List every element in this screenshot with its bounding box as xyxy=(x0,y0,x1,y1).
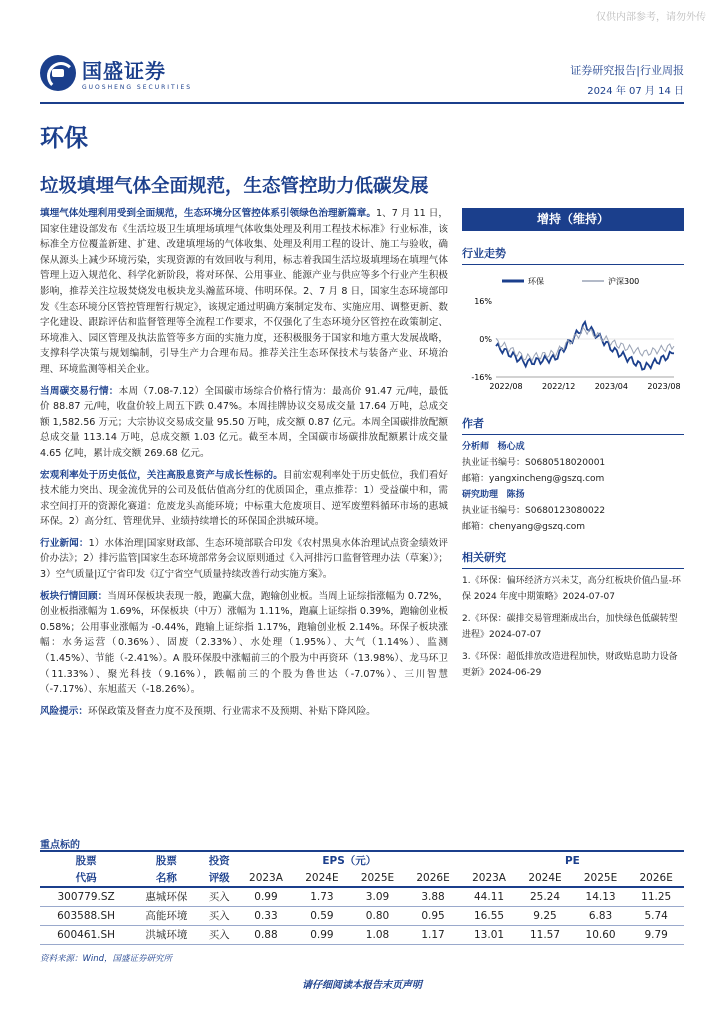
table-cell: 16.55 xyxy=(461,906,517,925)
author-title: 作者 xyxy=(462,415,684,435)
paragraph xyxy=(40,589,448,698)
table-cell: 0.88 xyxy=(238,925,294,944)
author-email[interactable]: 邮箱：yangxincheng@gszq.com xyxy=(462,474,605,484)
table-cell: 0.99 xyxy=(238,887,294,906)
watermark: 仅供内部参考，请勿外传 xyxy=(596,12,706,23)
x-tick-label: 2023/04 xyxy=(594,382,628,391)
table-cell: 5.74 xyxy=(628,906,684,925)
table-cell: 6.83 xyxy=(573,906,629,925)
col-head: 名称 xyxy=(132,869,200,887)
series-line-env xyxy=(496,322,674,370)
paragraph-lead: 风险提示： xyxy=(40,705,88,717)
author-name: 陈扬 xyxy=(506,490,525,500)
table-cell: 10.60 xyxy=(573,925,629,944)
table-cell: 11.57 xyxy=(517,925,573,944)
x-tick-label: 2022/08 xyxy=(489,382,523,391)
table-cell: 1.17 xyxy=(405,925,461,944)
table-row xyxy=(40,925,684,944)
col-head: 投资 xyxy=(201,851,238,869)
table-cell: 14.13 xyxy=(573,887,629,906)
trend-chart-svg xyxy=(462,271,684,401)
table-cell: 买入 xyxy=(201,887,238,906)
col-year: 2025E xyxy=(350,869,406,887)
col-head: 股票 xyxy=(132,851,200,869)
paragraph xyxy=(40,206,448,378)
table-row xyxy=(40,887,684,906)
table-cell: 0.99 xyxy=(294,925,350,944)
trend-title: 行业走势 xyxy=(462,245,684,265)
trend-chart xyxy=(462,271,684,401)
report-date: 2024 年 07 月 14 日 xyxy=(587,86,684,97)
legend-label: 沪深300 xyxy=(608,277,640,286)
table-title: 重点标的 xyxy=(40,840,80,851)
paragraph-text: 当周环保板块表现一般，跑赢大盘，跑输创业板。当周上证综指涨幅为 0.72%，创业板指涨幅为 1.69%，环保板块（中万）涨幅为 1.11%，跑赢上证综指 0.39%，跑输创业板 0.58%；公用事业涨幅为 -0.44%，跑输上证综指 1.17%，跑输创业板 2.14%。环保子板块涨幅：水务运营（0.36%）、固废（2.33%）、水处理（1.95%）、大气（1.14%）、监测（1.45%）、节能（-2.41%）。A 股环保股中涨幅前三的个股为中再资环（13.98%）、龙马环卫（11.33%）、聚光科技（9.16%），跌幅前三的个股为鲁世达（-7.07%）、三川智慧（-7.17%）、东旭蓝天（-18.26%）。 xyxy=(40,590,449,696)
table-cell: 603588.SH xyxy=(40,906,132,925)
author-cert: 执业证书编号：S0680123080022 xyxy=(462,506,606,516)
table-cell: 600461.SH xyxy=(40,925,132,944)
col-year: 2025E xyxy=(573,869,629,887)
col-year: 2024E xyxy=(294,869,350,887)
table-cell: 洪城环境 xyxy=(132,925,200,944)
legend-label: 环保 xyxy=(528,277,544,286)
paragraph-text: 本周（7.08-7.12）全国碳市场综合价格行情为：最高价 91.47 元/吨，最低价 88.87 元/吨，收盘价较上周五下跌 0.47%。本周挂牌协议交易成交量 17.64 万吨，总成交额 1,582.56 万元；大宗协议交易成交量 95.50 万吨，成交额 0.87 亿元。本周全国碳排放配额总成交量 113.14 万吨，总成交额 1.03 亿元。截至本周，全国碳市场碳排放配额累计成交量 4.65 亿吨，累计成交额 269.68 亿元。 xyxy=(40,385,448,459)
author-row xyxy=(462,439,684,455)
col-year: 2026E xyxy=(628,869,684,887)
table-cell: 0.80 xyxy=(350,906,406,925)
paragraph-text: 环保政策及督查力度不及预期、行业需求不及预期、补贴下降风险。 xyxy=(87,705,376,717)
related-item[interactable]: 2.《环保：碳排交易管理渐成出台，加快绿色低碳转型进程》2024-07-07 xyxy=(462,614,678,640)
table-cell: 买入 xyxy=(201,906,238,925)
x-tick-label: 2022/12 xyxy=(542,382,576,391)
series-line-hs300 xyxy=(496,327,674,360)
table-cell: 3.88 xyxy=(405,887,461,906)
sector-title: 环保 xyxy=(40,124,88,152)
table-cell: 买入 xyxy=(201,925,238,944)
author-name: 杨心成 xyxy=(497,442,525,452)
table-cell: 0.59 xyxy=(294,906,350,925)
y-tick-label: -16% xyxy=(471,373,492,382)
footer-disclaimer: 请仔细阅读本报告末页声明 xyxy=(302,980,422,991)
table-cell: 11.25 xyxy=(628,887,684,906)
col-year: 2023A xyxy=(461,869,517,887)
table-cell: 9.79 xyxy=(628,925,684,944)
paragraph-text: 目前宏观利率处于历史低位，我们看好技术能力突出、现金流优异的公司及低估值高分红的优质国企，重点推荐：1）受益碳中和，需求空间打开的资源化赛道：危废龙头高能环境；中标重大危废项目、逆军废塑料循环市场的惠城环保。2）高分红、管理优异、业绩持续增长的环保国企洪城环境。 xyxy=(40,469,449,528)
paragraph-lead: 填埋气体处理利用受到全面规范，生态环境分区管控体系引领绿色治理新篇章。 xyxy=(40,208,377,219)
col-head: 股票 xyxy=(40,851,132,869)
table-cell: 1.73 xyxy=(294,887,350,906)
col-head: 评级 xyxy=(201,869,238,887)
author-row xyxy=(462,487,684,503)
table-cell: 1.08 xyxy=(350,925,406,944)
brand-logo xyxy=(40,55,192,91)
paragraph xyxy=(40,468,448,530)
table-cell: 惠城环保 xyxy=(132,887,200,906)
paragraph-text: 1）水体治理|国家财政部、生态环境部联合印发《农村黑臭水体治理试点资金绩效评价办法》；2）排污监管|国家生态环境部常务会议原则通过《入河排污口监督管理办法（草案）》；3）空气质量|辽宁省印发《辽宁省空气质量持续改善行动实施方案》。 xyxy=(40,537,448,581)
paragraph xyxy=(40,536,448,583)
related-item[interactable]: 3.《环保：超低排放改造进程加快，财政贴息助力设备更新》2024-06-29 xyxy=(462,652,678,678)
table-row xyxy=(40,906,684,925)
table-cell: 300779.SZ xyxy=(40,887,132,906)
brand-name-en: GUOSHENG SECURITIES xyxy=(82,84,193,91)
body-text xyxy=(40,206,448,725)
author-email[interactable]: 邮箱：chenyang@gszq.com xyxy=(462,522,586,532)
paragraph-text: 1、7 月 11 日，国家住建设部发布《生活垃圾卫生填埋场填埋气体收集处理及利用工程技术标准》行业标准，该标准全方位覆盖新建、扩建、改建填埋场的气体收集、处理及利用工程的设计、施工与验收，确保从源头上减少环境污染，实现资源的有效回收与利用，标志着我国生活垃圾填埋场在填埋气体管理上迈入规范化、科学化新阶段，将对环保、公用事业、能源产业与供应等多个行业产生积极影响，推荐关注垃圾焚烧发电板块龙头瀚蓝环境、伟明环保。2、7 月 8 日，国家生态环境部印发《生态环境分区管控管理暂行规定》，该规定通过明确方案制定发布、实施应用、调整更新、数字化建设、跟踪评估和监督管理等全流程工作要求，不仅强化了生态环境分区管控在政策制定、环境准入、园区管理及执法监管等多方面的实施力度，还积极服务于国家和地方重大发展战略，支撑科学决策与规划编制，引导生产力合理布局。推荐关注生态环保技术与装备产业、环境治理、环境监测等相关企业。 xyxy=(40,208,448,375)
col-year: 2024E xyxy=(517,869,573,887)
table-cell: 0.33 xyxy=(238,906,294,925)
col-head-pe: PE xyxy=(461,851,684,869)
paragraph xyxy=(40,704,448,720)
author-cert: 执业证书编号：S0680518020001 xyxy=(462,458,606,468)
table-cell: 25.24 xyxy=(517,887,573,906)
col-year: 2023A xyxy=(238,869,294,887)
paragraph xyxy=(40,384,448,462)
x-tick-label: 2023/08 xyxy=(647,382,681,391)
author-role: 分析师 xyxy=(462,442,490,452)
report-type: 证券研究报告|行业周报 xyxy=(570,64,684,77)
related-item[interactable]: 1.《环保：偏环经济方兴未艾，高分红板块价值凸显-环保 2024 年度中期策略》2024-07-07 xyxy=(462,576,681,602)
table-cell: 44.11 xyxy=(461,887,517,906)
related-title: 相关研究 xyxy=(462,549,684,569)
table-cell: 高能环境 xyxy=(132,906,200,925)
table-cell: 9.25 xyxy=(517,906,573,925)
paragraph-lead: 板块行情回顾： xyxy=(40,590,108,602)
rating-badge: 增持（维持） xyxy=(462,208,684,231)
headline: 垃圾填埋气体全面规范，生态管控助力低碳发展 xyxy=(40,176,429,197)
paragraph-lead: 当周碳交易行情： xyxy=(40,385,119,397)
brand-name: 国盛证券 xyxy=(82,59,166,83)
author-role: 研究助理 xyxy=(462,490,499,500)
table-cell: 0.95 xyxy=(405,906,461,925)
y-tick-label: 16% xyxy=(474,297,492,306)
paragraph-lead: 行业新闻： xyxy=(40,537,89,549)
header-divider xyxy=(40,102,684,104)
table-cell: 3.09 xyxy=(350,887,406,906)
table-cell: 13.01 xyxy=(461,925,517,944)
col-head: 代码 xyxy=(40,869,132,887)
logo-icon xyxy=(40,55,76,91)
paragraph-lead: 宏观利率处于历史低位，关注高股息资产与成长性标的。 xyxy=(40,469,283,481)
col-head-eps: EPS（元） xyxy=(238,851,461,869)
y-tick-label: 0% xyxy=(479,335,492,344)
key-stocks-table xyxy=(40,850,684,945)
col-year: 2026E xyxy=(405,869,461,887)
source-note: 资料来源：Wind，国盛证券研究所 xyxy=(40,954,173,964)
